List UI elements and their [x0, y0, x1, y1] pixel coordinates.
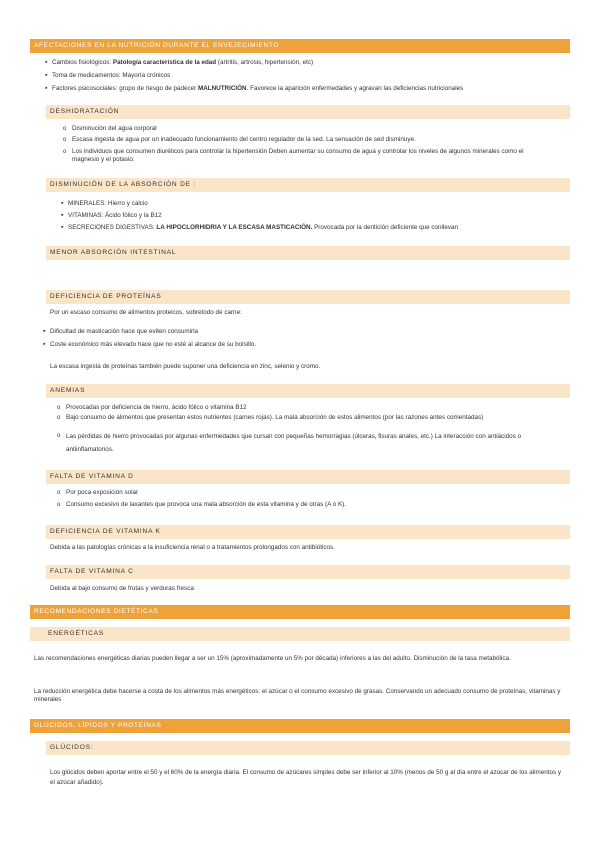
- paragraph: Por un escaso consumo de alimentos proteicos, sobretodo de carne:: [50, 309, 242, 316]
- subheader-glucidos: GLÚCIDOS:: [46, 741, 570, 755]
- subheader-vitamina-c: FALTA DE VITAMINA C: [46, 565, 570, 579]
- paragraph: La escasa ingesta de proteínas también puede suponer una deficiencia en zinc, selenio y cromo.: [50, 363, 321, 370]
- bullet-cambios: ▪ Cambios fisiológicos: Patología característica de la edad (artritis, artrosis, hipertensión, etc): [52, 59, 313, 67]
- subheader-vitamina-d: FALTA DE VITAMINA D: [46, 470, 570, 484]
- subheader-absorcion: DISMINUCIÓN DE LA ABSORCIÓN DE :: [46, 178, 570, 192]
- bullet-psicosociales: ▪ Factores psicosociales: grupo de riesgo de padecer MALNUTRICIÓN. Favorece la aparición enfermedades y agravan las deficiencias nutricionales: [52, 85, 463, 93]
- section-header-glucidos-lipidos-proteinas: GLÚCIDOS, LÍPIDOS Y PROTEÍNAS: [30, 719, 570, 733]
- list-item: o Disminución del agua corporal: [72, 125, 157, 133]
- list-item: o Por poca exposición solar: [66, 489, 138, 497]
- list-item: ▪ MINERALES: Hierro y calcio: [68, 200, 148, 208]
- list-item: o Consumo excesivo de laxantes que provoca una mala absorción de esta vitamina y de otras (A o K).: [66, 501, 346, 509]
- subheader-energeticas: ENERGÉTICAS: [30, 627, 570, 641]
- subheader-menor-absorcion: MENOR ABSORCIÓN INTESTINAL: [46, 246, 570, 260]
- list-item: ▪ Dificultad de masticación hace que eviten consumirla: [50, 328, 198, 336]
- paragraph: La reducción energética debe hacerse a costa de los alimentos más energéticos: el azúcar o el consumo excesivo de grasas. Conservando un adecuado consumo de proteínas, vitaminas y minerales: [34, 688, 561, 703]
- paragraph: Las recomendaciones energéticas diarias pueden llegar a ser un 15% (aproximadamente un 5% por década) inferiores a las del adulto. Disminución de la tasa metabólica.: [34, 655, 511, 662]
- subheader-deshidratacion: DESHIDRATACIÓN: [46, 105, 570, 119]
- list-item: ▪ VITAMINAS: Ácido fólico y la B12: [68, 212, 162, 220]
- list-item: o Los individuos que consumen diuréticos para controlar la hipertensión Deben aumentar su consumo de agua y controlar los niveles de algunos minerales como el magnesio y el potasio.: [72, 148, 552, 164]
- section-header-recomendaciones: RECOMENDACIONES DIETÉTICAS: [30, 605, 570, 619]
- list-item: o Las pérdidas de hierro provocadas por algunas enfermedades que cursan con pequeñas hemorragias (úlceras, fisuras anales, etc.) La interacción con antiácidos o antiinflamatorios.: [66, 430, 536, 456]
- paragraph: Debida a las patologías crónicas a la insuficiencia renal o a tratamientos prolongados con antibióticos.: [50, 544, 335, 551]
- subheader-proteinas: DEFICIENCIA DE PROTEÍNAS: [46, 290, 570, 304]
- paragraph: Los glúcidos deben aportar entre el 50 y el 60% de la energía diaria. El consumo de azúcares simples debe ser inferior al 10% (menos de 50 g al día entre el azúcar de los alimentos y el azúcar añadido).: [50, 769, 562, 786]
- subheader-anemias: ANEMIAS: [46, 384, 570, 398]
- list-item: o Bajo consumo de alimentos que presentan estos nutrientes (carnes rojas). La mala absorción de estos alimentos (por las razones antes comentadas): [66, 414, 483, 422]
- list-item: o Provocadas por deficiencia de hierro, ácido fólico o vitamina B12: [66, 404, 247, 412]
- list-item: ▪ Coste económico más elevado hace que no esté al alcance de su bolsillo.: [50, 341, 256, 349]
- list-item: ▪ SECRECIONES DIGESTIVAS: LA HIPOCLORHIDRIA Y LA ESCASA MASTICACIÓN. Provocada por la dentición deficiente que conllevan: [68, 224, 458, 232]
- bullet-medicamentos: ▪ Toma de medicamentos: Mayoría crónicos: [52, 72, 170, 80]
- paragraph: Debida al bajo consumo de frutas y verduras fresca: [50, 585, 194, 592]
- section-header-afectaciones: AFECTACIONES EN LA NUTRICIÓN DURANTE EL ENVEJECIMIENTO: [30, 39, 570, 53]
- list-item: o Escasa ingesta de agua por un inadecuado funcionamiento del centro regulador de la sed. La sensación de sed disminuye.: [72, 136, 416, 144]
- subheader-vitamina-k: DEFICIENCIA DE VITAMINA K: [46, 525, 570, 539]
